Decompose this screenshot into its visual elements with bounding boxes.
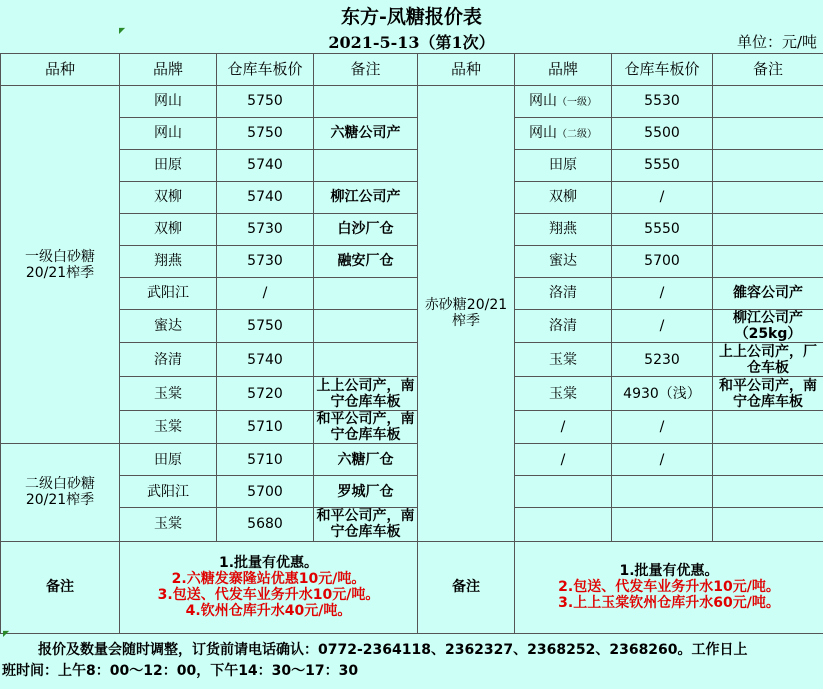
brand-cell: 玉棠 — [120, 411, 217, 444]
header-cell: 品牌 — [120, 54, 217, 86]
note-line: 3.上上玉棠钦州仓库升水60元/吨。 — [558, 595, 780, 612]
price-cell: 5550 — [612, 150, 713, 182]
table-row — [1, 214, 823, 246]
note-line: 1.批量有优惠。 — [619, 562, 719, 579]
brand-name: 田原 — [549, 157, 577, 174]
table-row — [1, 246, 823, 278]
unit-label: 单位：元/吨 — [736, 33, 817, 51]
note-cell: 和平公司产，南宁仓库车板 — [314, 411, 418, 444]
price-cell — [612, 508, 713, 541]
page-title: 东方-凤糖报价表 — [341, 6, 482, 28]
brand-cell: 武阳江 — [120, 476, 217, 508]
note-cell — [314, 310, 418, 343]
note-cell: 上上公司产，南宁仓库车板 — [314, 377, 418, 411]
remarks-row — [1, 541, 823, 633]
note-cell: 柳江公司产（25kg） — [713, 310, 823, 343]
brand-cell — [515, 411, 612, 444]
table-row — [1, 310, 823, 343]
brand-cell — [515, 246, 612, 278]
note-cell: 六糖公司产 — [314, 118, 418, 150]
price-cell: 5710 — [217, 411, 314, 444]
price-cell: 5740 — [217, 182, 314, 214]
brand-cell — [515, 476, 612, 508]
brand-cell — [515, 310, 612, 343]
price-cell: 5700 — [612, 246, 713, 278]
note-cell: 罗城厂仓 — [314, 476, 418, 508]
price-cell: 5720 — [217, 377, 314, 411]
brand-name: 翔燕 — [549, 221, 577, 238]
category-cell: 一级白砂糖 20/21榨季 — [1, 86, 120, 444]
brand-cell: 网山 — [120, 86, 217, 118]
brand-cell: 田原 — [120, 150, 217, 182]
brand-cell — [515, 86, 612, 118]
brand-cell — [515, 278, 612, 310]
note-line: 3.包送、代发车业务升水10元/吨。 — [157, 587, 380, 604]
note-cell: 和平公司产，南宁仓库车板 — [713, 377, 823, 411]
table-row — [1, 377, 823, 411]
brand-cell — [515, 182, 612, 214]
brand-name: 网山 — [529, 125, 557, 142]
note-cell — [713, 214, 823, 246]
note-line: 1.批量有优惠。 — [218, 554, 319, 571]
price-table — [0, 53, 823, 634]
note-cell — [713, 476, 823, 508]
brand-cell — [515, 508, 612, 541]
brand-name: 洛清 — [549, 285, 577, 302]
table-row — [1, 411, 823, 444]
brand-grade: （二级） — [557, 129, 597, 141]
note-cell — [713, 118, 823, 150]
price-cell: / — [612, 310, 713, 343]
note-cell: 和平公司产，南宁仓库车板 — [314, 508, 418, 541]
brand-name: 蜜达 — [549, 253, 577, 270]
header-cell: 品牌 — [515, 54, 612, 86]
brand-cell — [515, 214, 612, 246]
category-cell: 二级白砂糖 20/21榨季 — [1, 444, 120, 541]
table-row — [1, 444, 823, 476]
brand-name: 双柳 — [549, 189, 577, 206]
brand-cell: 武阳江 — [120, 278, 217, 310]
note-cell: 六糖厂仓 — [314, 444, 418, 476]
quote-date: 2021-5-13（第1次） — [328, 33, 495, 52]
brand-cell — [515, 444, 612, 476]
note-cell — [713, 246, 823, 278]
price-cell: 5230 — [612, 343, 713, 377]
brand-name: 洛清 — [549, 318, 577, 335]
price-cell: 5550 — [612, 214, 713, 246]
brand-name: / — [560, 419, 566, 436]
price-cell: 5740 — [217, 343, 314, 377]
price-cell: 5750 — [217, 86, 314, 118]
remarks-label: 备注 — [1, 541, 120, 633]
brand-cell — [515, 377, 612, 411]
price-cell: 5680 — [217, 508, 314, 541]
price-cell: 5710 — [217, 444, 314, 476]
header-cell: 仓库车板价 — [217, 54, 314, 86]
note-cell — [713, 86, 823, 118]
note-cell: 上上公司产，厂仓车板 — [713, 343, 823, 377]
table-row — [1, 86, 823, 118]
brand-cell: 双柳 — [120, 182, 217, 214]
note-cell: 融安厂仓 — [314, 246, 418, 278]
price-cell: / — [612, 278, 713, 310]
price-cell: 5500 — [612, 118, 713, 150]
header-cell: 仓库车板价 — [612, 54, 713, 86]
brand-grade: （一级） — [557, 97, 597, 109]
remarks-notes — [120, 541, 418, 633]
note-cell — [314, 150, 418, 182]
price-cell: 4930（浅） — [612, 377, 713, 411]
note-cell: 雒容公司产 — [713, 278, 823, 310]
price-cell: / — [217, 278, 314, 310]
note-line: 2.六糖发寨隆站优惠10元/吨。 — [171, 570, 366, 587]
brand-cell: 双柳 — [120, 214, 217, 246]
note-cell — [713, 150, 823, 182]
header-cell: 品种 — [1, 54, 120, 86]
brand-cell: 玉棠 — [120, 377, 217, 411]
brand-name: / — [560, 451, 566, 468]
table-row — [1, 343, 823, 377]
remarks-notes — [515, 541, 823, 633]
note-cell — [713, 508, 823, 541]
price-cell: 5730 — [217, 246, 314, 278]
note-cell — [314, 343, 418, 377]
note-line: 4.钦州仓库升水40元/吨。 — [185, 603, 352, 620]
price-cell: 5740 — [217, 150, 314, 182]
cell-marker-icon: ◤ — [119, 26, 126, 35]
price-cell: / — [612, 444, 713, 476]
brand-cell: 翔燕 — [120, 246, 217, 278]
note-cell: 柳江公司产 — [314, 182, 418, 214]
note-cell — [713, 411, 823, 444]
brand-cell: 蜜达 — [120, 310, 217, 343]
brand-name: 玉棠 — [549, 351, 577, 368]
brand-cell — [515, 150, 612, 182]
price-cell: 5700 — [217, 476, 314, 508]
table-row — [1, 118, 823, 150]
brand-cell: 田原 — [120, 444, 217, 476]
note-cell: 白沙厂仓 — [314, 214, 418, 246]
header-cell: 备注 — [713, 54, 823, 86]
category-cell: 赤砂糖20/21 榨季 — [418, 86, 515, 542]
price-cell: 5530 — [612, 86, 713, 118]
table-row — [1, 508, 823, 541]
table-row — [1, 278, 823, 310]
footer-info — [0, 640, 823, 682]
note-cell — [314, 278, 418, 310]
note-cell — [713, 182, 823, 214]
price-cell: / — [612, 182, 713, 214]
cell-marker-icon: ◤ — [3, 629, 10, 638]
brand-cell — [515, 118, 612, 150]
brand-name: 网山 — [529, 93, 557, 110]
table-row — [1, 476, 823, 508]
footer-line: 班时间：上午8：00～12：00，下午14：30～17：30 — [2, 663, 359, 679]
price-cell: 5730 — [217, 214, 314, 246]
note-cell — [713, 444, 823, 476]
remarks-label: 备注 — [418, 541, 515, 633]
price-cell: 5750 — [217, 118, 314, 150]
brand-cell — [515, 343, 612, 377]
table-header-row — [1, 54, 823, 86]
note-line: 2.包送、代发车业务升水10元/吨。 — [558, 579, 780, 596]
brand-cell: 玉棠 — [120, 508, 217, 541]
brand-name: 玉棠 — [549, 385, 577, 402]
price-cell: / — [612, 411, 713, 444]
header-cell: 品种 — [418, 54, 515, 86]
table-row — [1, 182, 823, 214]
header-cell: 备注 — [314, 54, 418, 86]
table-row — [1, 150, 823, 182]
price-cell — [612, 476, 713, 508]
brand-cell: 网山 — [120, 118, 217, 150]
brand-cell: 洛清 — [120, 343, 217, 377]
note-cell — [314, 86, 418, 118]
footer-line: 报价及数量会随时调整，订货前请电话确认：0772-2364118、2362327、2368252、2368260。工作日上 — [38, 642, 748, 658]
price-cell: 5750 — [217, 310, 314, 343]
